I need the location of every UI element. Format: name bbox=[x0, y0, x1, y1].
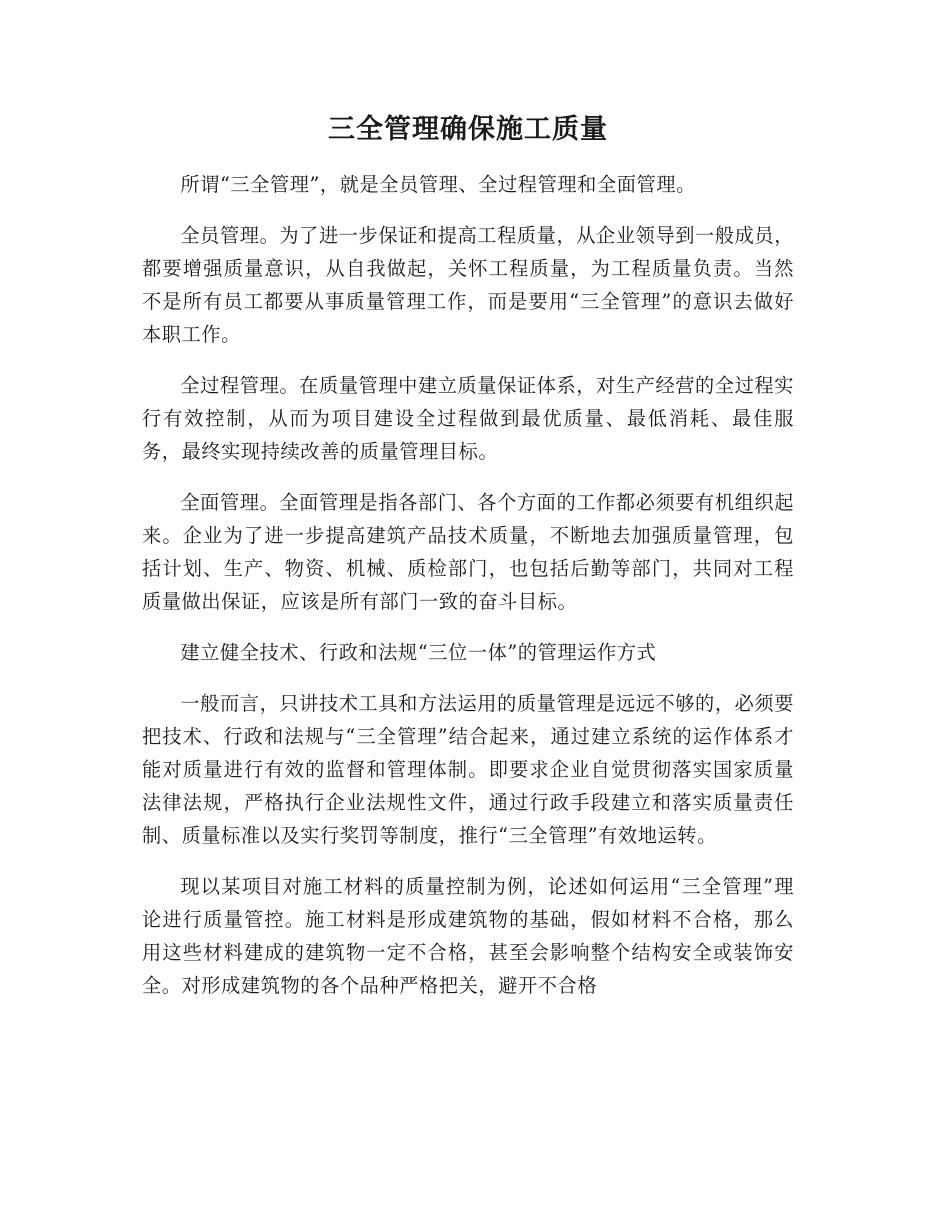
paragraph-comprehensive-management: 全面管理。全面管理是指各部门、各个方面的工作都必须要有机组织起来。企业为了进一步提高建筑产品技术质量，不断地去加强质量管理，包括计划、生产、物资、机械、质检部门，也包括后勤等部门，共同对工程质量做出保证，应该是所有部门一致的奋斗目标。 bbox=[142, 491, 794, 613]
document-title: 三全管理确保施工质量 bbox=[328, 114, 608, 145]
document-page bbox=[142, 108, 794, 1020]
paragraph-material-quality-example: 现以某项目对施工材料的质量控制为例，论述如何运用“三全管理”理论进行质量管控。施工材料是形成建筑物的基础，假如材料不合格，那么用这些材料建成的建筑物一定不合格，甚至会影响整个结构安全或装饰安全。对形成建筑物的各个品种严格把关，避开不合格 bbox=[142, 875, 794, 997]
paragraph-full-process-management: 全过程管理。在质量管理中建立质量保证体系，对生产经营的全过程实行有效控制，从而为项目建设全过程做到最优质量、最低消耗、最佳服务，最终实现持续改善的质量管理目标。 bbox=[142, 374, 794, 463]
paragraph-full-staff-management: 全员管理。为了进一步保证和提高工程质量，从企业领导到一般成员，都要增强质量意识，从自我做起，关怀工程质量，为工程质量负责。当然不是所有员工都要从事质量管理工作，而是要用“三全管理”的意识去做好本职工作。 bbox=[142, 224, 794, 346]
paragraph-intro: 所谓“三全管理”，就是全员管理、全过程管理和全面管理。 bbox=[180, 173, 696, 196]
paragraph-technical-administrative-legal: 一般而言，只讲技术工具和方法运用的质量管理是远远不够的，必须要把技术、行政和法规与“三全管理”结合起来，通过建立系统的运作体系才能对质量进行有效的监督和管理体制。即要求企业自觉贯彻落实国家质量法律法规，严格执行企业法规性文件，通过行政手段建立和落实质量责任制、质量标准以及实行奖罚等制度，推行“三全管理”有效地运转。 bbox=[142, 692, 794, 847]
paragraph-section-heading: 建立健全技术、行政和法规“三位一体”的管理运作方式 bbox=[180, 641, 657, 664]
